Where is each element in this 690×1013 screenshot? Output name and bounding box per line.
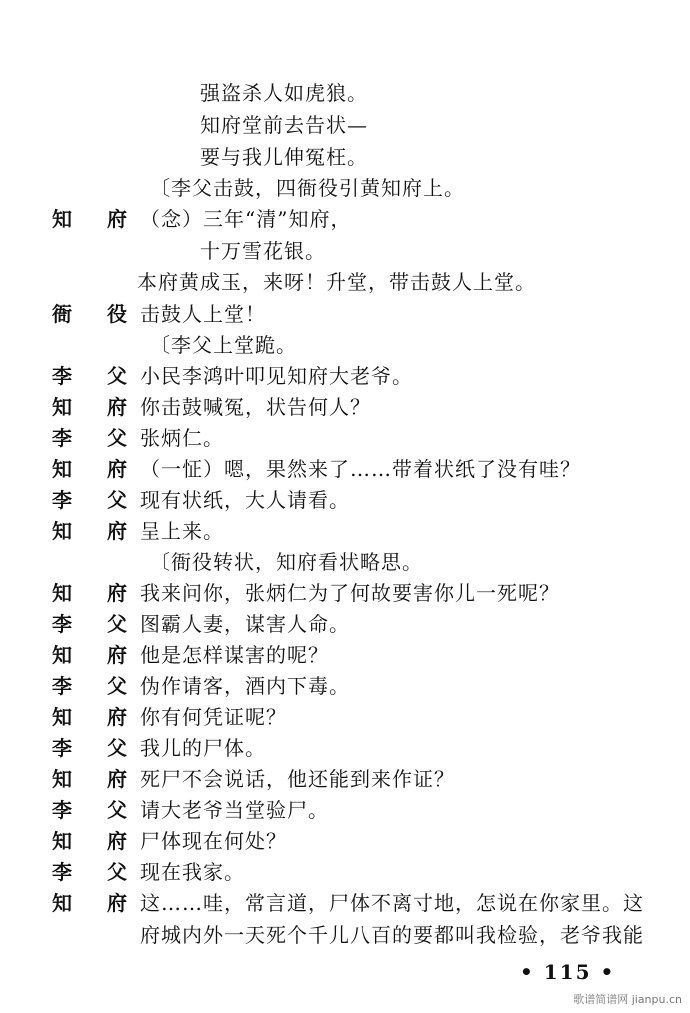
speaker-name: 知 府 [52,829,141,853]
stage-direction [0,173,690,203]
line-text: 你击鼓喊冤，状告何人？ [140,395,371,419]
verse-line [0,78,690,108]
line-text: 要与我儿伸冤枉。 [200,145,368,169]
speaker-name: 知 府 [52,395,141,419]
speaker-name: 知 府 [52,457,141,481]
dialogue-line [0,454,690,484]
line-text: 我来问你，张炳仁为了何故要害你儿一死呢？ [140,581,560,605]
dialogue-line [0,764,690,794]
speaker-name: 李 父 [52,364,141,388]
dialogue-line [0,609,690,639]
dialogue-continuation [0,267,690,297]
speaker-name: 知 府 [52,581,141,605]
line-text: 十万雪花银。 [200,239,326,263]
line-text: 〔衙役转状，知府看状略思。 [150,550,423,574]
speaker-name: 知 府 [52,767,141,791]
line-text: 现有状纸，大人请看。 [140,488,350,512]
speaker-name: 李 父 [52,798,141,822]
verse-line [0,236,690,266]
dialogue-line [0,516,690,546]
line-text: 〔李父上堂跪。 [150,333,297,357]
line-text: 我儿的尸体。 [140,736,266,760]
speaker-name: 李 父 [52,488,141,512]
speaker-name: 衙 役 [52,302,141,326]
stage-direction [0,330,690,360]
verse-line [0,142,690,172]
line-text: 他是怎样谋害的呢？ [140,643,329,667]
speaker-name: 知 府 [52,705,141,729]
dialogue-line [0,204,690,234]
dialogue-line [0,733,690,763]
line-text: （一怔）嗯，果然来了……带着状纸了没有哇？ [140,457,581,481]
line-text: 张炳仁。 [140,426,224,450]
dialogue-line [0,640,690,670]
dialogue-line [0,702,690,732]
line-text: 死尸不会说话，他还能到来作证？ [140,767,455,791]
dialogue-line [0,299,690,329]
dialogue-line [0,826,690,856]
line-text: 强盗杀人如虎狼。 [200,81,368,105]
speaker-name: 李 父 [52,736,141,760]
line-text: 击鼓人上堂！ [140,302,266,326]
speaker-name: 知 府 [52,519,141,543]
dialogue-line [0,888,690,918]
line-text: 本府黄成玉，来呀！升堂，带击鼓人上堂。 [137,270,536,294]
line-text: 你有何凭证呢？ [140,705,287,729]
dialogue-line [0,423,690,453]
line-text: 图霸人妻，谋害人命。 [140,612,350,636]
line-text: 这……哇，常言道，尸体不离寸地，怎说在你家里。这 [140,891,644,915]
stage-direction [0,547,690,577]
page-number: • 115 • [520,960,616,984]
speaker-name: 李 父 [52,674,141,698]
dialogue-line [0,485,690,515]
line-text: 〔李父击鼓，四衙役引黄知府上。 [150,176,465,200]
dialogue-line [0,671,690,701]
dialogue-line [0,578,690,608]
line-text: 知府堂前去告状— [200,113,368,137]
line-text: （念）三年“清”知府， [140,207,352,231]
speaker-name: 知 府 [52,207,141,231]
speaker-name: 知 府 [52,643,141,667]
line-text: 请大老爷当堂验尸。 [140,798,329,822]
line-text: 现在我家。 [140,860,245,884]
speaker-name: 李 父 [52,860,141,884]
verse-line [0,110,690,140]
dialogue-line [0,857,690,887]
speaker-name: 李 父 [52,612,141,636]
line-text: 尸体现在何处？ [140,829,287,853]
dialogue-continuation [0,920,690,950]
dialogue-line [0,361,690,391]
site-watermark: 歌谱简谱网 jianpu.cn [573,993,682,1006]
line-text: 府城内外一天死个千儿八百的要都叫我检验，老爷我能 [140,923,644,947]
dialogue-line [0,392,690,422]
speaker-name: 李 父 [52,426,141,450]
speaker-name: 知 府 [52,891,141,915]
dialogue-line [0,795,690,825]
line-text: 伪作请客，酒内下毒。 [140,674,350,698]
line-text: 小民李鸿叶叩见知府大老爷。 [140,364,413,388]
line-text: 呈上来。 [140,519,224,543]
